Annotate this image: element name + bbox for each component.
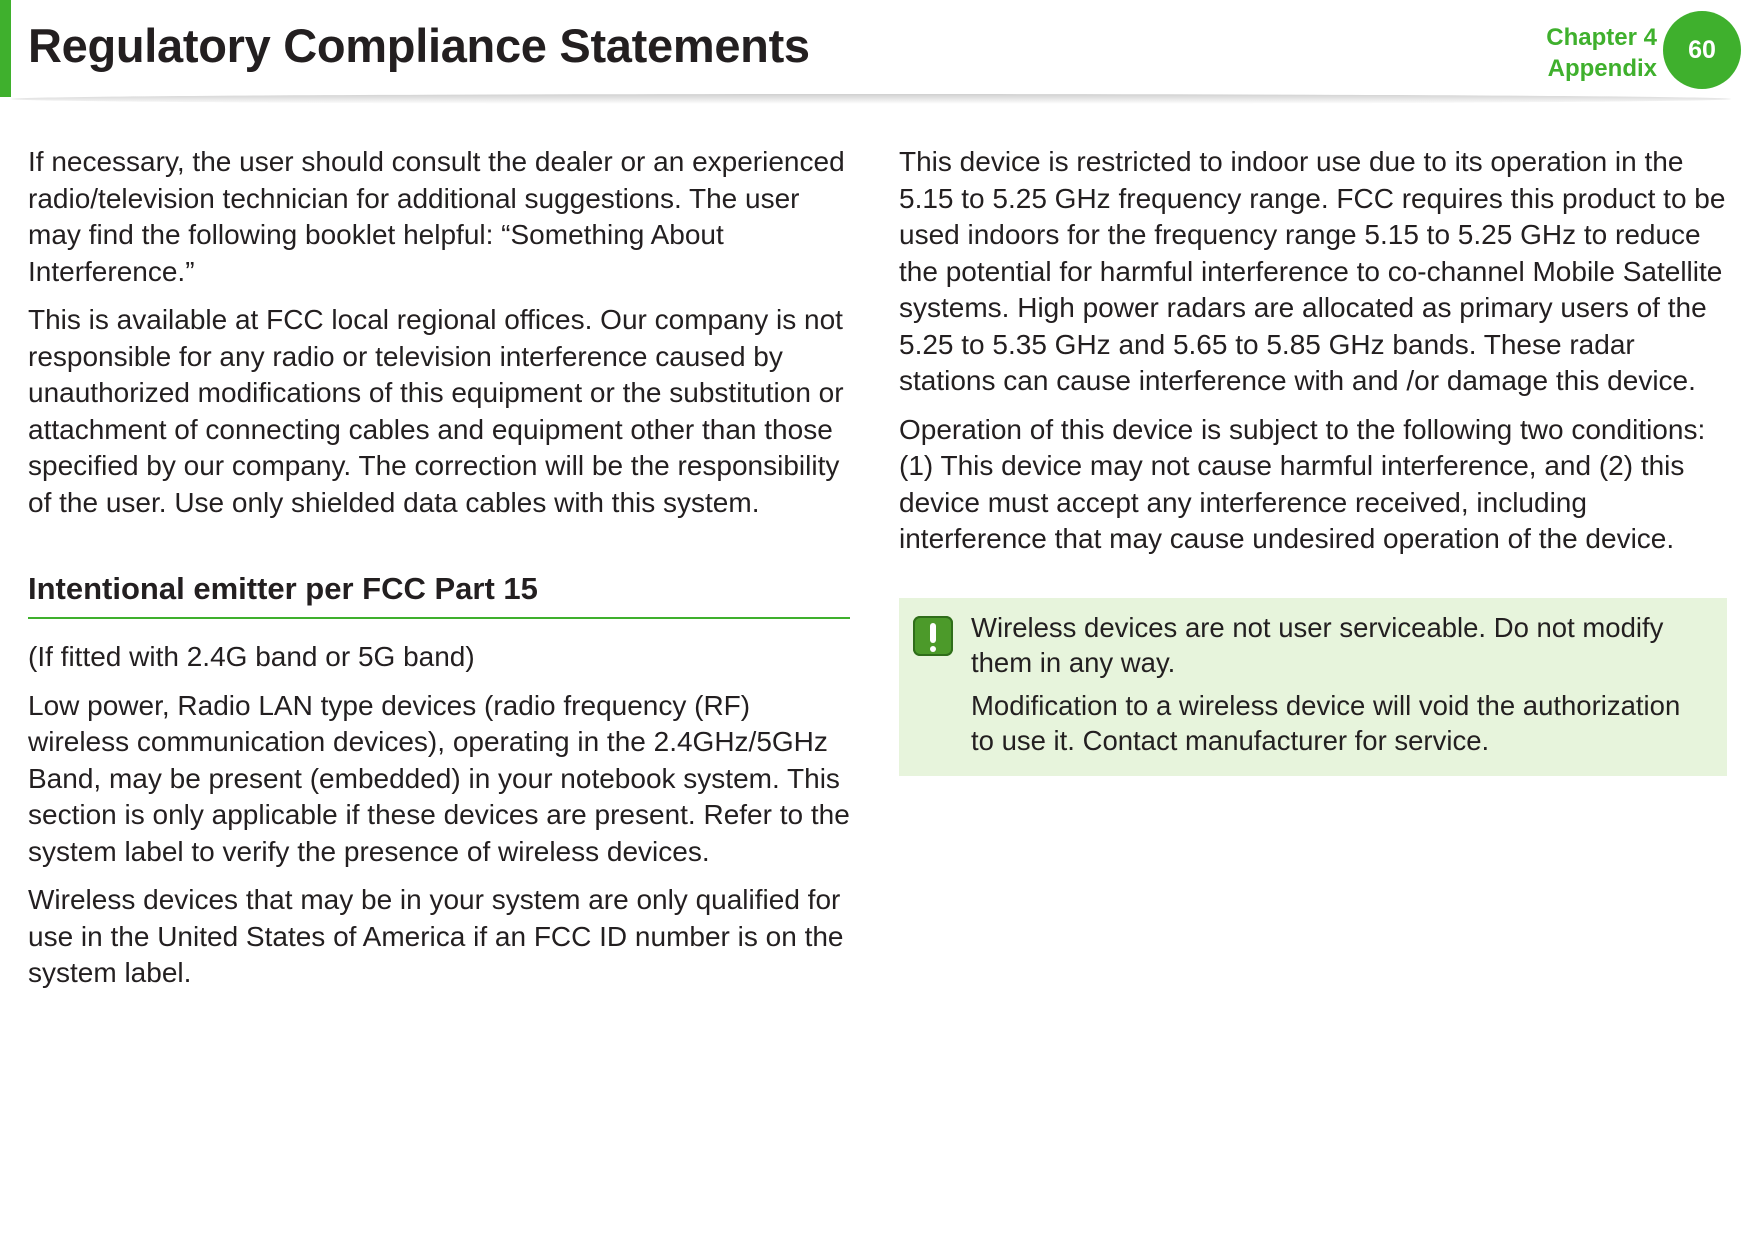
- chapter-label: [1546, 22, 1657, 84]
- paragraph: Wireless devices that may be in your system are only qualified for use in the United States of America if an FCC ID number is on the system label.: [28, 884, 844, 988]
- section-heading: Intentional emitter per FCC Part 15: [28, 569, 850, 619]
- right-column: [899, 144, 1727, 776]
- paragraph: This device is restricted to indoor use due to its operation in the 5.15 to 5.25 GHz frequency range. FCC requires this product to be used indoors for the frequency range 5.15 to 5.25 GHz to reduce the potential for harmful interference to co-channel Mobile Satellite systems. High power radars are allocated as primary users of the 5.25 to 5.35 GHz and 5.65 to 5.85 GHz bands. These radar stations can cause interference with and /or damage this device.: [899, 146, 1726, 396]
- chapter-number: Chapter 4: [1546, 24, 1657, 51]
- paragraph: This is available at FCC local regional offices. Our company is not responsible for any radio or television interference caused by unauthorized modifications of this equipment or the substitution or attachment of connecting cables and equipment other than those specified by our company. The correction will be the responsibility of the user. Use only shielded data cables with this system.: [28, 304, 844, 518]
- left-column: [28, 144, 850, 1004]
- note-text: Wireless devices are not user serviceable. Do not modify them in any way.: [971, 611, 1664, 678]
- caution-icon: [913, 616, 953, 656]
- chapter-section: Appendix: [1547, 55, 1657, 82]
- page-title: Regulatory Compliance Statements: [28, 19, 810, 72]
- paragraph: Operation of this device is subject to the following two conditions: (1) This device may not cause harmful interference, and (2) this device must accept any interference received, including interference that may cause undesired operation of the device.: [899, 413, 1706, 554]
- paragraph: (If fitted with 2.4G band or 5G band): [28, 641, 475, 672]
- note-text: Modification to a wireless device will void the authorization to use it. Contact manufacturer for service.: [971, 689, 1681, 756]
- paragraph: Low power, Radio LAN type devices (radio frequency (RF) wireless communication devices), operating in the 2.4GHz/5GHz Band, may be present (embedded) in your notebook system. This section is only applicable if these devices are present. Refer to the system label to verify the presence of wireless devices.: [28, 689, 850, 867]
- page-number-badge: 60: [1663, 11, 1741, 89]
- caution-note: [899, 598, 1727, 776]
- paragraph: If necessary, the user should consult the dealer or an experienced radio/television technician for additional suggestions. The user may find the following booklet helpful: “Something About Interference.”: [28, 146, 845, 287]
- header-accent-bar: [0, 0, 11, 97]
- header-divider: [11, 94, 1731, 104]
